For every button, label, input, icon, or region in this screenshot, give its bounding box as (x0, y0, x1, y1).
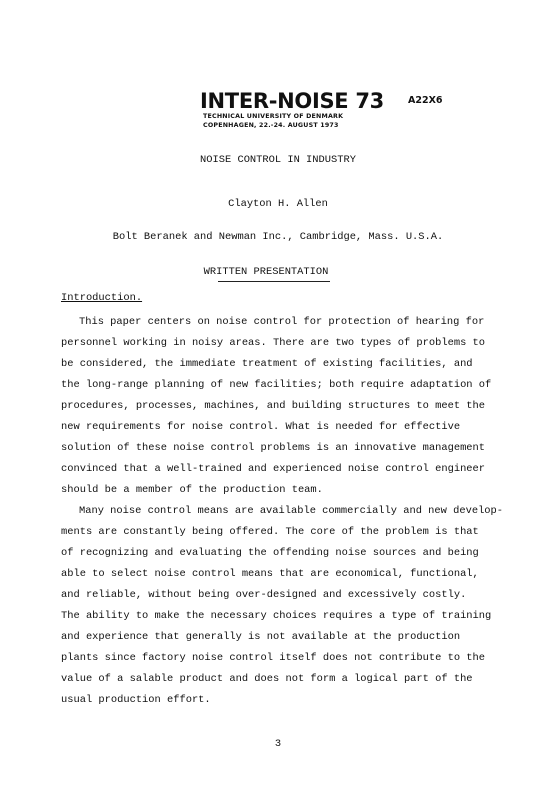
body-line: able to select noise control means that are economical, functional, (61, 568, 479, 580)
section-label: WRITTEN PRESENTATION (203, 266, 329, 278)
body-line: procedures, processes, machines, and building structures to meet the (61, 400, 486, 412)
author-affiliation: Bolt Beranek and Newman Inc., Cambridge, Mass. U.S.A. (112, 231, 444, 243)
author-name: Clayton H. Allen (228, 198, 328, 210)
body-line: new requirements for noise control. What is needed for effective (61, 421, 461, 433)
body-line: The ability to make the necessary choices requires a type of training (61, 610, 492, 622)
body-line: be considered, the immediate treatment of existing facilities, and (61, 358, 473, 370)
section-underline (218, 281, 330, 282)
body-line: personnel working in noisy areas. There are two types of problems to (61, 337, 486, 349)
page-number: 3 (274, 738, 282, 750)
paper-title: NOISE CONTROL IN INDUSTRY (200, 154, 356, 166)
body-line: usual production effort. (61, 694, 211, 706)
conference-date: COPENHAGEN, 22.-24. AUGUST 1973 (203, 122, 339, 129)
section-heading: Introduction. (61, 292, 143, 304)
body-line: ments are constantly being offered. The core of the problem is that (61, 526, 479, 538)
body-line: of recognizing and evaluating the offending noise sources and being (61, 547, 479, 559)
body-line: and experience that generally is not available at the production (61, 631, 461, 643)
body-line: plants since factory noise control itself does not contribute to the (61, 652, 486, 664)
body-line: the long-range planning of new facilities; both require adaptation of (61, 379, 492, 391)
conference-venue: TECHNICAL UNIVERSITY OF DENMARK (203, 113, 344, 120)
body-line: and reliable, without being over-designed and excessively costly. (61, 589, 467, 601)
conference-title: INTER-NOISE 73 (200, 89, 384, 113)
body-line: should be a member of the production team. (61, 484, 323, 496)
body-line: value of a salable product and does not form a logical part of the (61, 673, 473, 685)
body-line: convinced that a well-trained and experienced noise control engineer (61, 463, 486, 475)
body-line: Many noise control means are available commercially and new develop- (79, 505, 504, 517)
body-line: This paper centers on noise control for protection of hearing for (79, 316, 485, 328)
body-line: solution of these noise control problems is an innovative management (61, 442, 486, 454)
paper-code: A22X6 (408, 95, 443, 106)
